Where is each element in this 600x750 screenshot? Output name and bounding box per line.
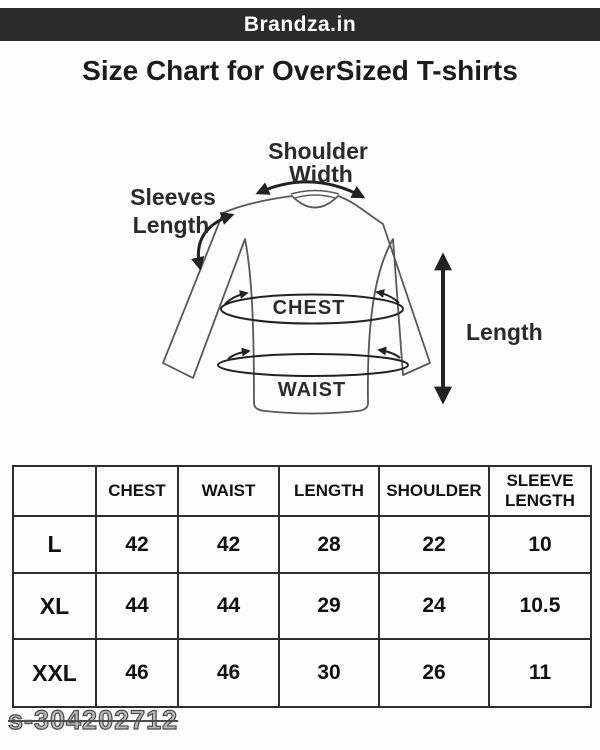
shoulder-width-label-line2: Width (289, 161, 353, 187)
col-header-chest: CHEST (96, 466, 178, 516)
table-row-xxl (13, 639, 591, 707)
col-header-size (13, 466, 96, 516)
waist-value: 46 (178, 639, 279, 707)
chest-value: 44 (96, 573, 178, 639)
col-header-length: LENGTH (279, 466, 379, 516)
shoulder-value: 24 (379, 573, 489, 639)
collar-back-line (291, 191, 339, 195)
length-value: 28 (279, 516, 379, 573)
chest-label: CHEST (272, 297, 346, 319)
shoulder-value: 22 (379, 516, 489, 573)
brand-name: Brandza.in (243, 12, 357, 36)
shoulder-value: 26 (379, 639, 489, 707)
col-header-shoulder: SHOULDER (379, 466, 489, 516)
size-table (12, 465, 592, 708)
page-title: Size Chart for OverSized T-shirts (82, 55, 518, 86)
watermark-code: s-304202712 (8, 705, 179, 735)
sleeves-length-label-line1: Sleeves (130, 184, 216, 210)
size-table-header-row (13, 466, 591, 516)
length-value: 29 (279, 573, 379, 639)
size-label: L (13, 516, 96, 573)
shoulder-width-label-line1: Shoulder (268, 138, 368, 164)
collar-inner-line (295, 195, 335, 198)
tshirt-measurement-diagram (115, 125, 545, 450)
tshirt-diagram-svg (115, 125, 545, 450)
chest-value: 42 (96, 516, 178, 573)
waist-value: 44 (178, 573, 279, 639)
sleeve-length-value: 10.5 (489, 573, 591, 639)
length-label: Length (466, 319, 543, 345)
table-row-l (13, 516, 591, 573)
waist-label: WAIST (277, 379, 347, 401)
col-header-waist: WAIST (178, 466, 279, 516)
sleeve-length-value: 10 (489, 516, 591, 573)
chest-value: 46 (96, 639, 178, 707)
waist-value: 42 (178, 516, 279, 573)
size-label: XL (13, 573, 96, 639)
sleeves-length-label-line2: Length (132, 212, 210, 238)
size-label: XXL (13, 639, 96, 707)
sleeve-length-value: 11 (489, 639, 591, 707)
brand-bar (0, 8, 600, 41)
col-header-sleeve-length: SLEEVE LENGTH (489, 466, 591, 516)
table-row-xl (13, 573, 591, 639)
length-value: 30 (279, 639, 379, 707)
